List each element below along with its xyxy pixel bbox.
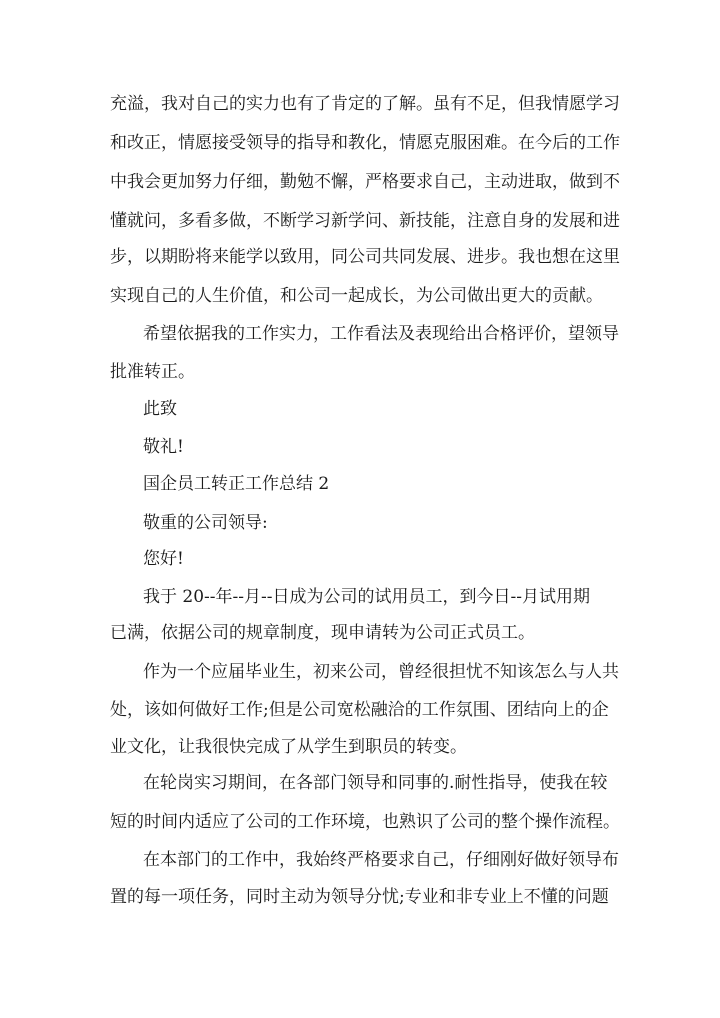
text-line: 作为一个应届毕业生，初来公司，曾经很担忧不知该怎么与人共 — [143, 662, 619, 682]
text-line: 我于 20--年--月--日成为公司的试用员工，到今日--月试用期 — [143, 587, 590, 607]
closing-line: 敬礼! — [143, 437, 184, 457]
text-line: 置的每一项任务，同时主动为领导分忧;专业和非专业上不懂的问题 — [110, 887, 609, 907]
closing-line: 此致 — [143, 399, 177, 419]
text-line: 处，该如何做好工作;但是公司宽松融洽的工作氛围、团结向上的企 — [110, 700, 609, 720]
text-line: 实现自己的人生价值，和公司一起成长，为公司做出更大的贡献。 — [110, 286, 603, 306]
text-line: 批准转正。 — [110, 362, 195, 382]
text-line: 已满，依据公司的规章制度，现申请转为公司正式员工。 — [110, 623, 535, 643]
salutation-line: 敬重的公司领导: — [143, 513, 268, 533]
section-title: 国企员工转正工作总结 2 — [143, 474, 330, 494]
text-line: 充溢，我对自己的实力也有了肯定的了解。虽有不足，但我情愿学习 — [110, 94, 620, 114]
text-line: 和改正，情愿接受领导的指导和教化，情愿克服困难。在今后的工作 — [110, 133, 620, 153]
text-line: 短的时间内适应了公司的工作环境，也熟识了公司的整个操作流程。 — [110, 812, 620, 832]
text-line: 业文化，让我很快完成了从学生到职员的转变。 — [110, 737, 467, 757]
text-line: 希望依据我的工作实力，工作看法及表现给出合格评价，望领导 — [143, 324, 619, 344]
text-line: 中我会更加努力仔细，勤勉不懈，严格要求自己，主动进取，做到不 — [110, 172, 620, 192]
text-line: 懂就问，多看多做，不断学习新学问、新技能，注意自身的发展和进 — [110, 211, 620, 231]
text-line: 在轮岗实习期间，在各部门领导和同事的.耐性指导，使我在较 — [143, 773, 608, 793]
greeting-line: 您好! — [143, 549, 184, 569]
text-line: 步，以期盼将来能学以致用，同公司共同发展、进步。我也想在这里 — [110, 247, 620, 267]
text-line: 在本部门的工作中，我始终严格要求自己，仔细刚好做好领导布 — [143, 850, 619, 870]
